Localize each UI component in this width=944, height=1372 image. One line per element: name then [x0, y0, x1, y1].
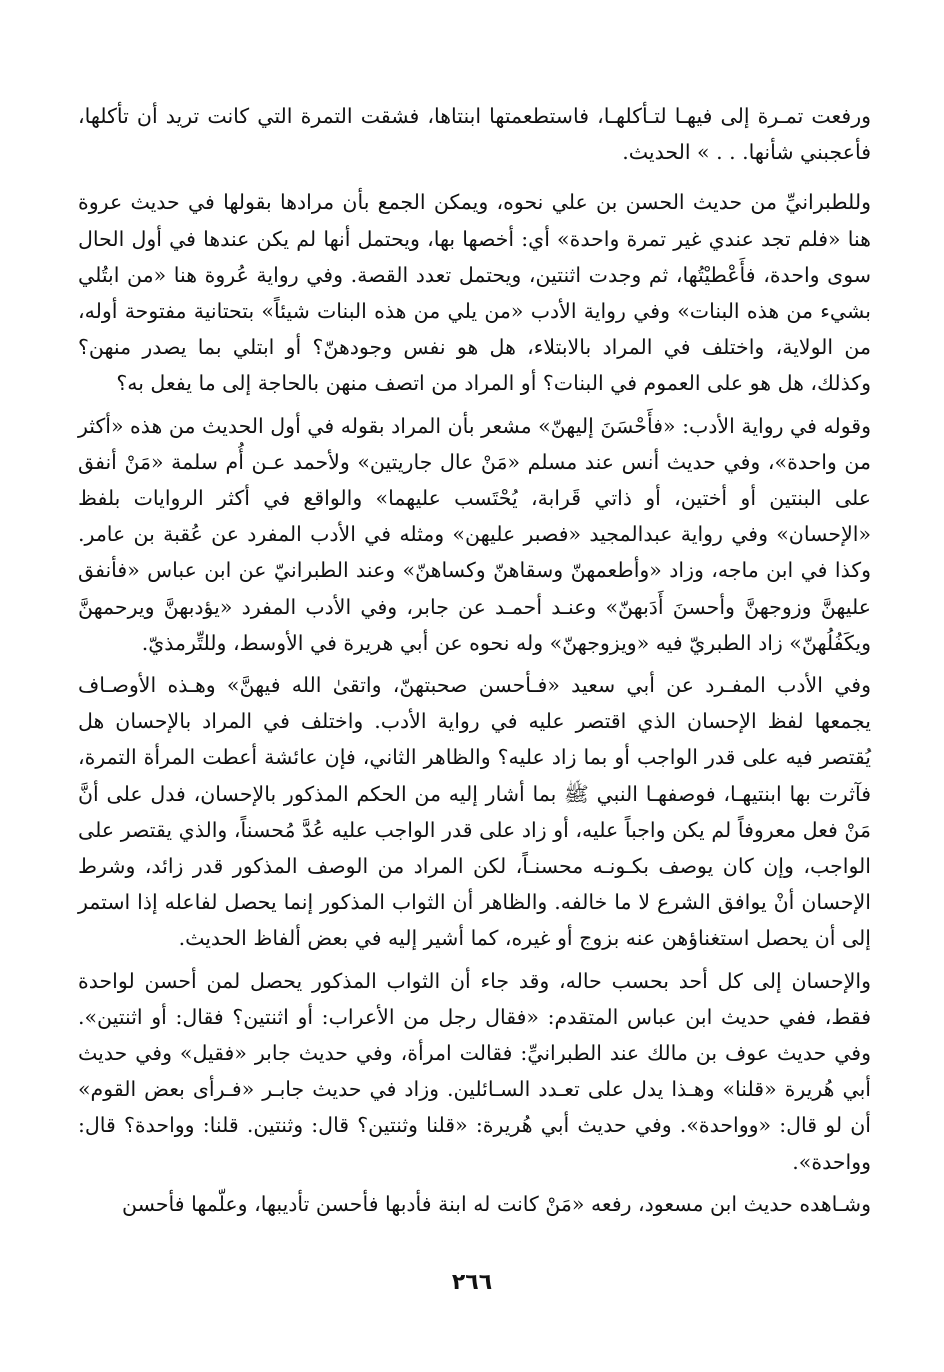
- page-number: ٢٦٦: [451, 1270, 493, 1295]
- paragraph-6: وشـاهده حديث ابن مسعود، رفعه «مَنْ كانت له ابنة فأدبها فأحسن تأديبها، وعلّمها فأحسن: [121, 1191, 871, 1216]
- paragraph-2: وللطبرانيِّ من حديث الحسن بن علي نحوه، ويمكن الجمع بأن مرادها بقولها في حديث عروة هنا «فلم تجد عندي غير تمرة واحدة» أي: أخصها بها، ويحتمل أنها لم يكن عندها في أول الحال سوى واحدة، فأَعْطيْتُها، ثم وجدت اثنتين، ويحتمل تعدد القصة. وفي رواية عُروة هنا «من ابتُلي بشيء من هذه البنات» وفي رواية الأدب «من يلي من هذه البنات شيئاً» بتحتانية مفتوحة أوله، من الولاية، واختلف في المراد بالابتلاء، هل هو نفس وجودهنّ؟ أو ابتلي بما يصدر منهن؟ وكذلك، هل هو على العموم في البنات؟ أو المراد من اتصف منهن بالحاجة إلى ما يفعل به؟: [78, 190, 871, 396]
- paragraph-3: وقوله في رواية الأدب: «فأَحْسَنَ إليهنّ» مشعر بأن المراد بقوله في أول الحديث من هذه «أكثر من واحدة»، وفي حديث أنس عند مسلم «مَنْ عال جاريتين» ولأحمد عـن أُم سلمة «مَنْ أنفق على البنتين أو أختين، أو ذاتي قَرابة، يُحْتَسب عليهما» والواقع في أكثر الروايات بلفظ «الإحسان» وفي رواية عبدالمجيد «فصبر عليهن» ومثله في الأدب المفرد عن عُقبة بن عامر. وكذا في ابن ماجه، وزاد «وأطعمهنّ وسقاهنّ وكساهنّ» وعند الطبرانيّ عن ابن عباس «فأنفق عليهنَّ وزوجهنَّ وأحسنَ أَدَبهنّ» وعنـد أحمـد عن جابر، وفي الأدب المفرد «يؤدبهنَّ ويرحمهنَّ ويكَفُلُهنّ» زاد الطبريّ فيه «ويزوجهنّ» وله نحوه عن أبي هريرة في الأوسط، وللتِّرمذيّ.: [78, 413, 871, 655]
- paragraph-5: والإحسان إلى كل أحد بحسب حاله، وقد جاء أن الثواب المذكور يحصل لمن أحسن لواحدة فقط، ففي حديث ابن عباس المتقدم: «فقال رجل من الأعراب: أو اثنتين؟ فقال: أو اثنتين». وفي حديث عوف بن مالك عند الطبرانيِّ: فقالت امرأة، وفي حديث جابر «فقيل» وفي حديث أبي هُريرة «قلنا» وهـذا يدل على تعـدد السـائلين. وزاد في حديث جابـر «فـرأى بعض القوم» أن لو قال: «وواحدة». وفي حديث أبي هُريرة: «قلنا وثنتين؟ قال: وثنتين. قلنا: وواحدة؟ قال: وواحدة».: [78, 968, 871, 1174]
- page-body: [78, 98, 871, 1222]
- paragraph-1: ورفعت تمـرة إلى فيهـا لتـأكلهـا، فاستطعمتها ابنتاها، فشقت التمرة التي كانت تريد أن تأكلها، فأعجبني شأنها. . . » الحديث.: [78, 104, 871, 165]
- paragraph-4: وفي الأدب المفـرد عن أبي سعيد «فـأحسن صحبتهنّ، واتقىٰ الله فيهنَّ» وهـذه الأوصـاف يجمعها لفظ الإحسان الذي اقتصر عليه في رواية الأدب. واختلف في المراد بالإحسان هل يُقتصر فيه على قدر الواجب أو بما زاد عليه؟ والظاهر الثاني، فإن عائشة أعطت المرأة التمرة، فآثرت بها ابنتيهـا، فوصفهـا النبي ﷺ بما أشار إليه من الحكم المذكور بالإحسان، فدل على أنَّ مَنْ فعل معروفاً لم يكن واجباً عليه، أو زاد على قدر الواجب عليه عُدَّ مُحسناً، والذي يقتصر على الواجب، وإن كان يوصف بكـونـه محسنـاً، لكن المراد من الوصف المذكور قدر زائد، وشرط الإحسان أنْ يوافق الشرع لا ما خالفه. والظاهر أن الثواب المذكور إنما يحصل لفاعله إذا استمر إلى أن يحصل استغناؤهن عنه بزوج أو غيره، كما أشير إليه في بعض ألفاظ الحديث.: [78, 673, 871, 951]
